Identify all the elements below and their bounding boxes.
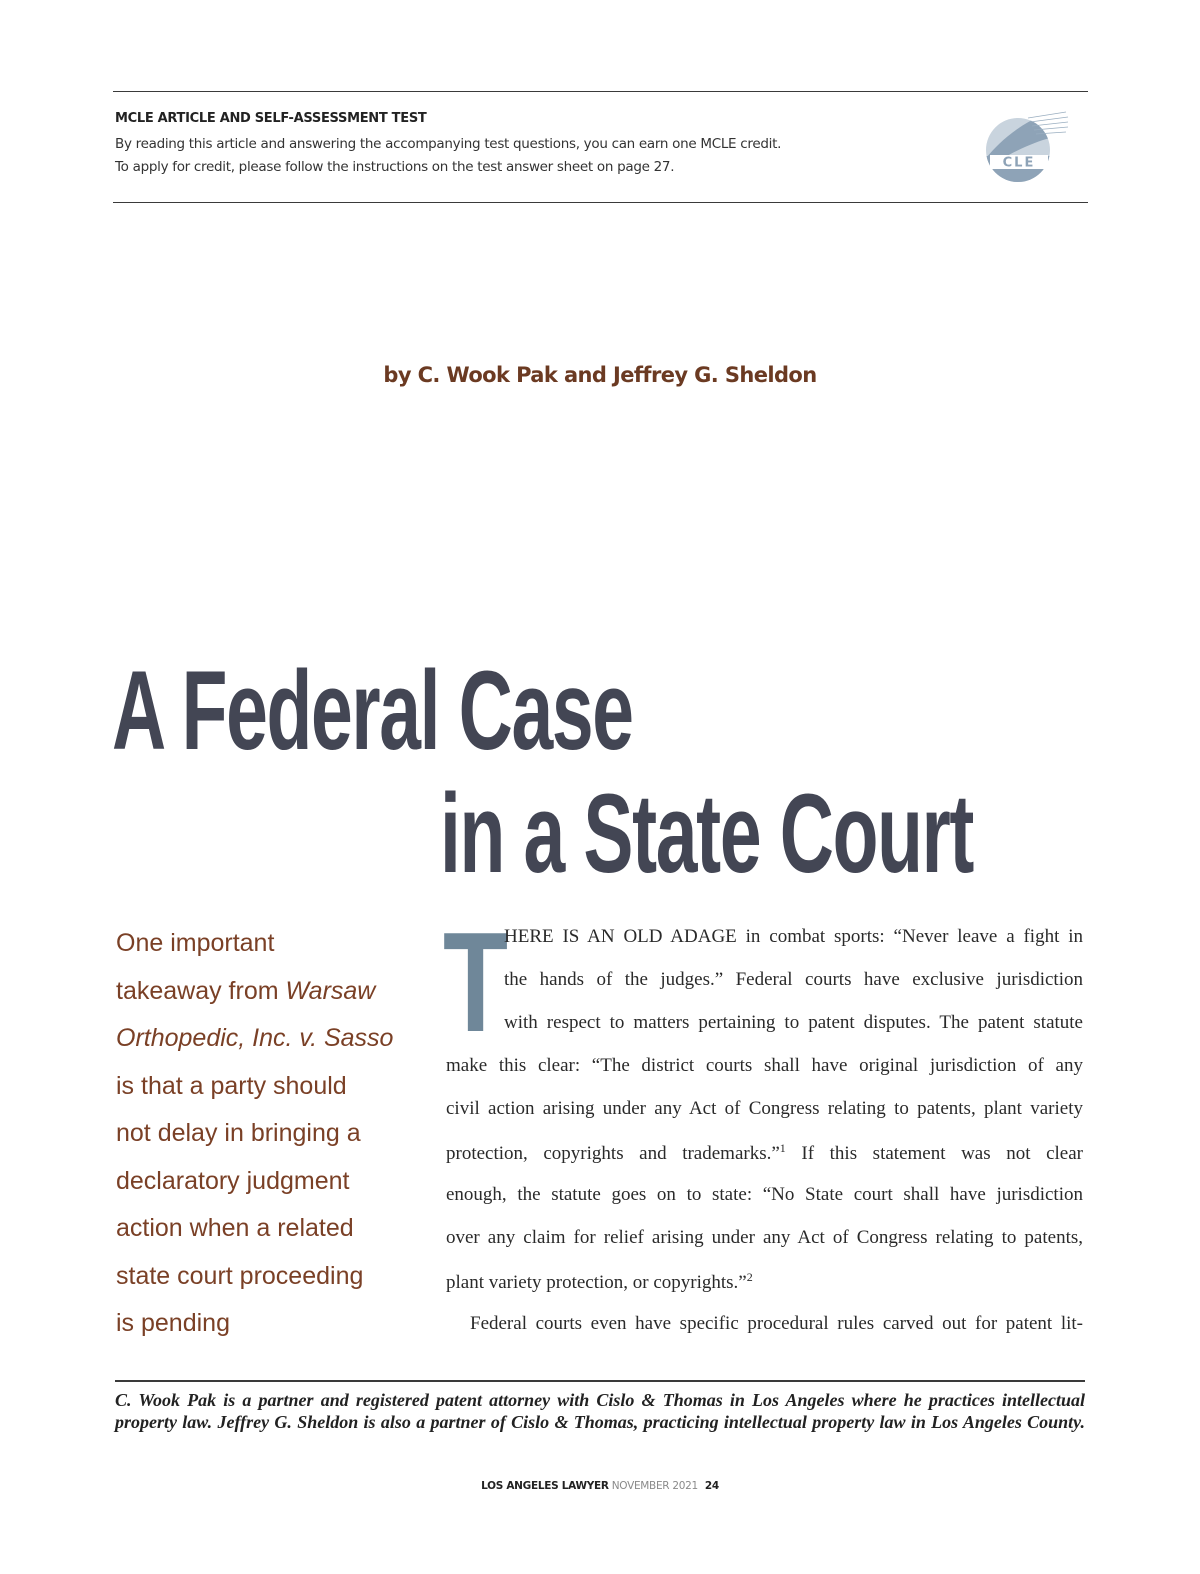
- body-text: plant variety protection, or copyrights.”: [446, 1272, 747, 1293]
- body-line: [446, 1141, 1083, 1165]
- pull-quote-text: takeaway from: [116, 976, 286, 1005]
- body-line: the hands of the judges.” Federal courts have exclusive jurisdiction: [504, 969, 1083, 990]
- pull-quote-line: is pending: [116, 1309, 230, 1337]
- pull-quote-line: [116, 968, 426, 1016]
- footnote-ref: 1: [779, 1141, 786, 1155]
- body-line: civil action arising under any Act of Congress relating to patents, plant variety: [446, 1098, 1083, 1119]
- author-note-line: C. Wook Pak is a partner and registered patent attorney with Cislo & Thomas in Los Angeles where he practices intellectual: [115, 1390, 1085, 1410]
- mcle-instructions: To apply for credit, please follow the instructions on the test answer sheet on page 27.: [115, 159, 675, 175]
- pull-quote-line: is that a party should: [116, 1071, 347, 1100]
- pull-quote-line: One important: [116, 929, 275, 957]
- body-line: Federal courts even have specific procedural rules carved out for patent lit-: [470, 1313, 1083, 1334]
- body-line: make this clear: “The district courts shall have original jurisdiction of any: [446, 1055, 1083, 1076]
- top-rule: [113, 91, 1088, 92]
- drop-cap-letter: T: [443, 903, 509, 1062]
- body-line: over any claim for relief arising under any Act of Congress relating to patents,: [446, 1227, 1083, 1248]
- pull-quote-line: state court proceeding: [116, 1261, 364, 1290]
- case-name-italic: Orthopedic, Inc. v. Sasso: [116, 1024, 394, 1052]
- body-text: If this statement was not clear: [801, 1143, 1083, 1164]
- body-text: protection, copyrights and trademarks.”: [446, 1143, 780, 1164]
- footnote-ref: 2: [746, 1270, 753, 1284]
- mcle-description: By reading this article and answering the accompanying test questions, you can earn one MCLE credit.: [115, 136, 782, 152]
- pull-quote-line: not delay in bringing a: [116, 1119, 361, 1147]
- case-name-italic: Warsaw: [285, 976, 376, 1005]
- headline-line-1: A Federal Case: [112, 648, 633, 773]
- pull-quote-line: declaratory judgment: [116, 1166, 350, 1195]
- author-note-line: property law. Jeffrey G. Sheldon is also a partner of Cislo & Thomas, practicing intellectual property law in Los Angeles County.: [115, 1412, 1085, 1432]
- header-bottom-rule: [113, 202, 1088, 203]
- pull-quote: [116, 920, 426, 1348]
- pull-quote-line: [116, 1015, 426, 1063]
- body-line: HERE IS AN OLD ADAGE in combat sports: “Never leave a fight in: [504, 926, 1083, 947]
- body-line: [446, 1270, 1083, 1294]
- byline: by C. Wook Pak and Jeffrey G. Sheldon: [383, 363, 817, 387]
- mcle-heading: MCLE ARTICLE AND SELF-ASSESSMENT TEST: [115, 111, 427, 126]
- cle-logo-icon: [978, 108, 1070, 186]
- author-note-rule: [115, 1380, 1085, 1382]
- author-note: [115, 1389, 1085, 1433]
- body-line: with respect to matters pertaining to patent disputes. The patent statute: [504, 1012, 1083, 1033]
- cle-logo-text: CLE: [1002, 155, 1036, 171]
- drop-cap: [443, 903, 509, 1062]
- headline-line-2: in a State Court: [440, 771, 974, 896]
- page-folio: [0, 1480, 1200, 1492]
- issue-date: NOVEMBER 2021: [611, 1480, 698, 1492]
- magazine-name: LOS ANGELES LAWYER: [481, 1480, 609, 1492]
- page-number: 24: [704, 1480, 719, 1492]
- body-line: enough, the statute goes on to state: “No State court shall have jurisdiction: [446, 1184, 1083, 1205]
- pull-quote-line: action when a related: [116, 1214, 354, 1242]
